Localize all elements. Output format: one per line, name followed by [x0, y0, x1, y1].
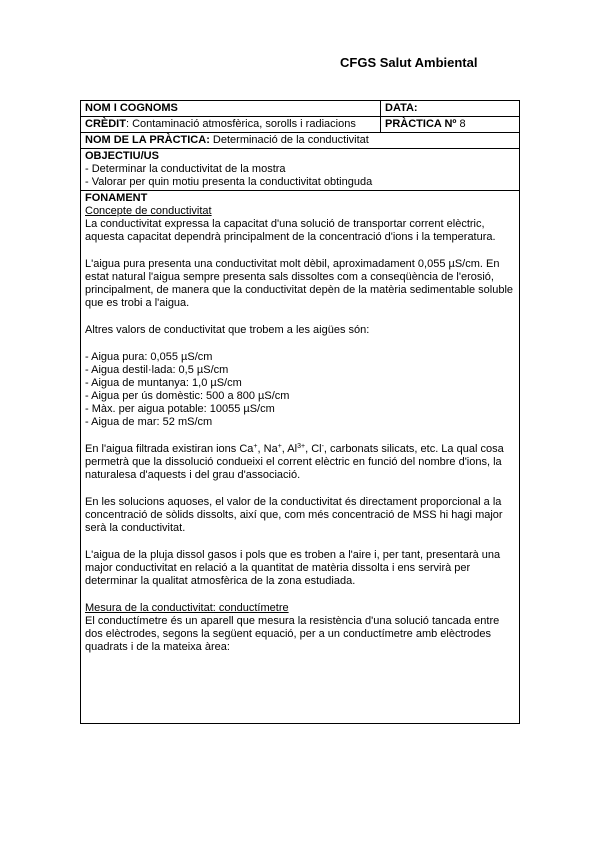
list-item: - Aigua destil·lada: 0,5 µS/cm — [85, 364, 229, 376]
conductivity-values-list — [85, 351, 515, 429]
date-cell — [381, 101, 520, 117]
fonament-row — [81, 191, 520, 724]
ions-text: En l'aigua filtrada existiran ions Ca — [85, 443, 254, 455]
ions-paragraph — [85, 443, 515, 482]
credit-value: : Contaminació atmosfèrica, sorolls i radiacions — [125, 118, 356, 130]
name-cell — [81, 101, 381, 117]
list-item: - Aigua pura: 0,055 µS/cm — [85, 351, 213, 363]
practice-cell — [381, 117, 520, 133]
objective-cell — [81, 149, 520, 191]
ion-charge: 3+ — [297, 443, 306, 450]
ions-text: , Al — [281, 443, 298, 455]
credit-cell — [81, 117, 381, 133]
practice-form — [80, 100, 520, 724]
paragraph: En les solucions aquoses, el valor de la conductivitat és directament proporcional a la concentració de sòlids dissolts, així que, com més concentració de MSS hi hagi major serà la conductivitat. — [85, 496, 503, 534]
practice-name-value: Determinació de la conductivitat — [209, 134, 369, 146]
fonament-cell — [81, 191, 520, 724]
practice-name-row — [81, 133, 520, 149]
fonament-title: FONAMENT — [85, 192, 148, 204]
objective-item: - Valorar per quin motiu presenta la conductivitat obtinguda — [85, 176, 373, 188]
name-label: NOM I COGNOMS — [85, 102, 178, 114]
ions-text: , carbonats silicats, etc. La qual cosa permetrà que la dissolució condueixi el corrent elèctric en funció del nombre d'ions, la naturalesa d'aquests i del grau d'associació. — [85, 443, 504, 481]
list-item: - Aigua de mar: 52 mS/cm — [85, 416, 213, 428]
ion-charge: - — [321, 443, 324, 450]
ion-charge: + — [277, 443, 282, 450]
paragraph: El conductímetre és un aparell que mesura la resistència d'una solució tancada entre dos elèctrodes, segons la següent equació, per a un conductímetre amb elèctrodes quadrats i de la mateixa àrea: — [85, 615, 500, 653]
practice-label: PRÀCTICA Nº — [385, 118, 457, 130]
concept-heading: Concepte de conductivitat — [85, 205, 212, 217]
paragraph: L'aigua pura presenta una conductivitat molt dèbil, aproximadament 0,055 µS/cm. En estat natural l'aigua sempre presenta sals dissoltes com a conseqüència de l'erosió, principalment, de manera que la conductivitat depèn de la matèria sedimentable soluble que es trobi a l'aigua. — [85, 258, 514, 309]
paragraph: La conductivitat expressa la capacitat d'una solució de transportar corrent elèctric, aquesta capacitat dependrà principalment de la concentració d'ions i la temperatura. — [85, 218, 496, 243]
credit-row — [81, 117, 520, 133]
practice-name-cell — [81, 133, 520, 149]
objective-title: OBJECTIU/US — [85, 150, 159, 162]
ions-text: , Na — [257, 443, 278, 455]
measure-heading: Mesura de la conductivitat: conductímetre — [85, 602, 289, 614]
list-item: - Aigua de muntanya: 1,0 µS/cm — [85, 377, 242, 389]
list-item: - Màx. per aigua potable: 10055 µS/cm — [85, 403, 275, 415]
practice-name-label: NOM DE LA PRÀCTICA: — [85, 134, 210, 146]
practice-number: 8 — [456, 118, 466, 130]
ion-charge: + — [253, 443, 258, 450]
objective-item: - Determinar la conductivitat de la mostra — [85, 163, 286, 175]
objective-row — [81, 149, 520, 191]
paragraph: L'aigua de la pluja dissol gasos i pols que es troben a l'aire i, per tant, presentarà una major conductivitat en relació a la quantitat de matèria dissolta i ens servirà per determinar la qualitat atmosfèrica de la zona estudiada. — [85, 549, 501, 587]
date-label: DATA: — [385, 102, 418, 114]
list-item: - Aigua per ús domèstic: 500 a 800 µS/cm — [85, 390, 290, 402]
paragraph: Altres valors de conductivitat que trobem a les aigües són: — [85, 324, 370, 336]
name-row — [81, 101, 520, 117]
ions-text: , Cl — [305, 443, 322, 455]
document-header: CFGS Salut Ambiental — [340, 55, 478, 70]
credit-label: CRÈDIT — [85, 118, 126, 130]
